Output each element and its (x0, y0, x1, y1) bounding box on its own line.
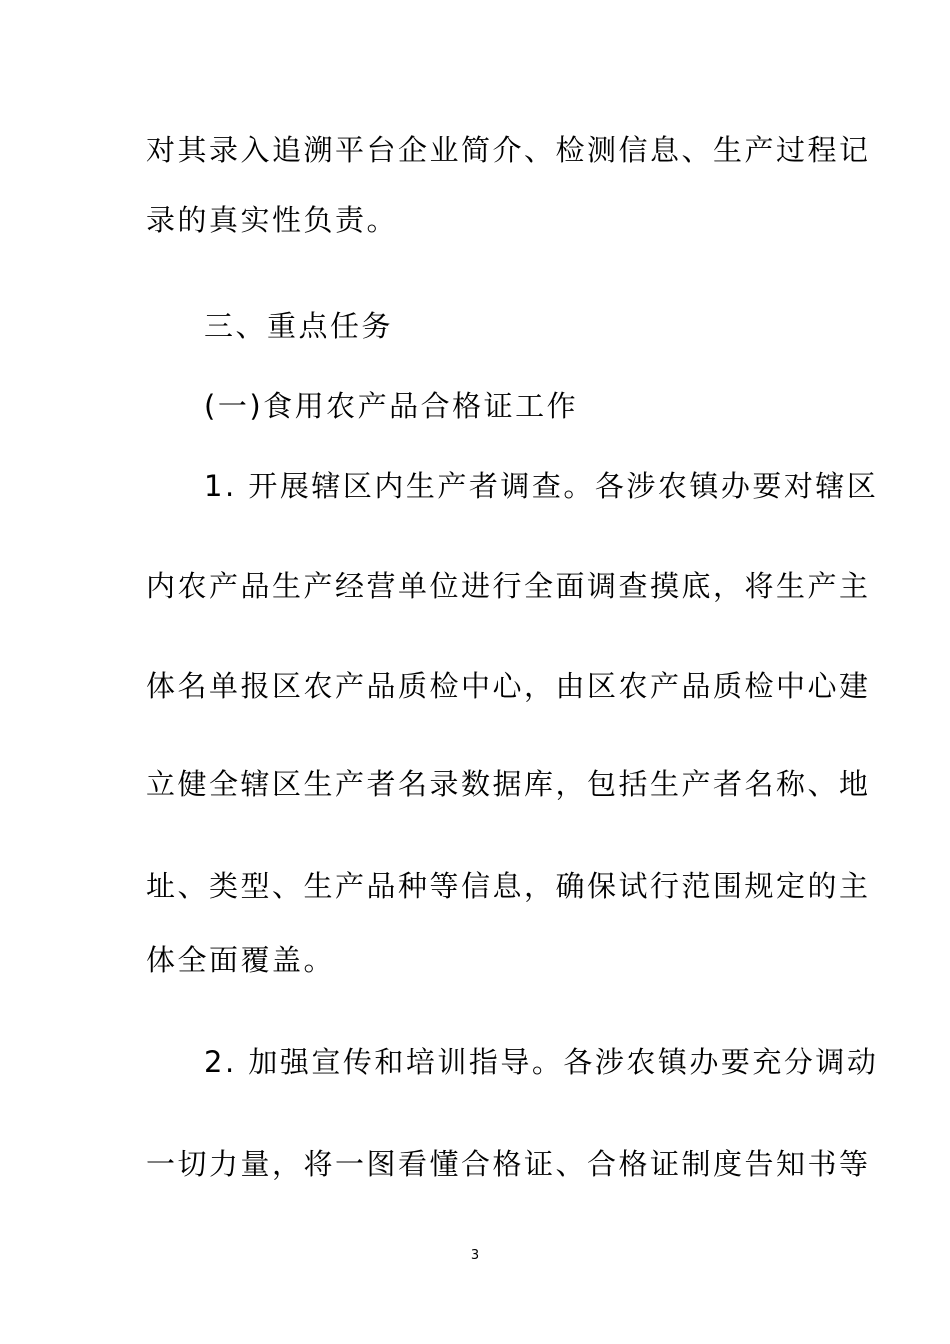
subsection-heading: (一)食用农产品合格证工作 (204, 389, 579, 423)
paragraph-line: 录的真实性负责。 (146, 203, 399, 237)
section-heading: 三、重点任务 (204, 309, 394, 343)
paragraph-line: 址、类型、生产品种等信息，确保试行范围规定的主 (146, 869, 871, 903)
paragraph-line: 内农产品生产经营单位进行全面调查摸底，将生产主 (146, 569, 871, 603)
page-number: 3 (470, 1248, 480, 1263)
paragraph-line: 对其录入追溯平台企业简介、检测信息、生产过程记 (146, 133, 871, 167)
paragraph-line: 2. 加强宣传和培训指导。各涉农镇办要充分调动 (204, 1045, 879, 1079)
paragraph-line: 一切力量，将一图看懂合格证、合格证制度告知书等 (146, 1147, 871, 1181)
paragraph-line: 体全面覆盖。 (146, 943, 336, 977)
paragraph-line: 1. 开展辖区内生产者调查。各涉农镇办要对辖区 (204, 469, 879, 503)
paragraph-line: 立健全辖区生产者名录数据库，包括生产者名称、地 (146, 767, 871, 801)
paragraph-line: 体名单报区农产品质检中心，由区农产品质检中心建 (146, 669, 871, 703)
